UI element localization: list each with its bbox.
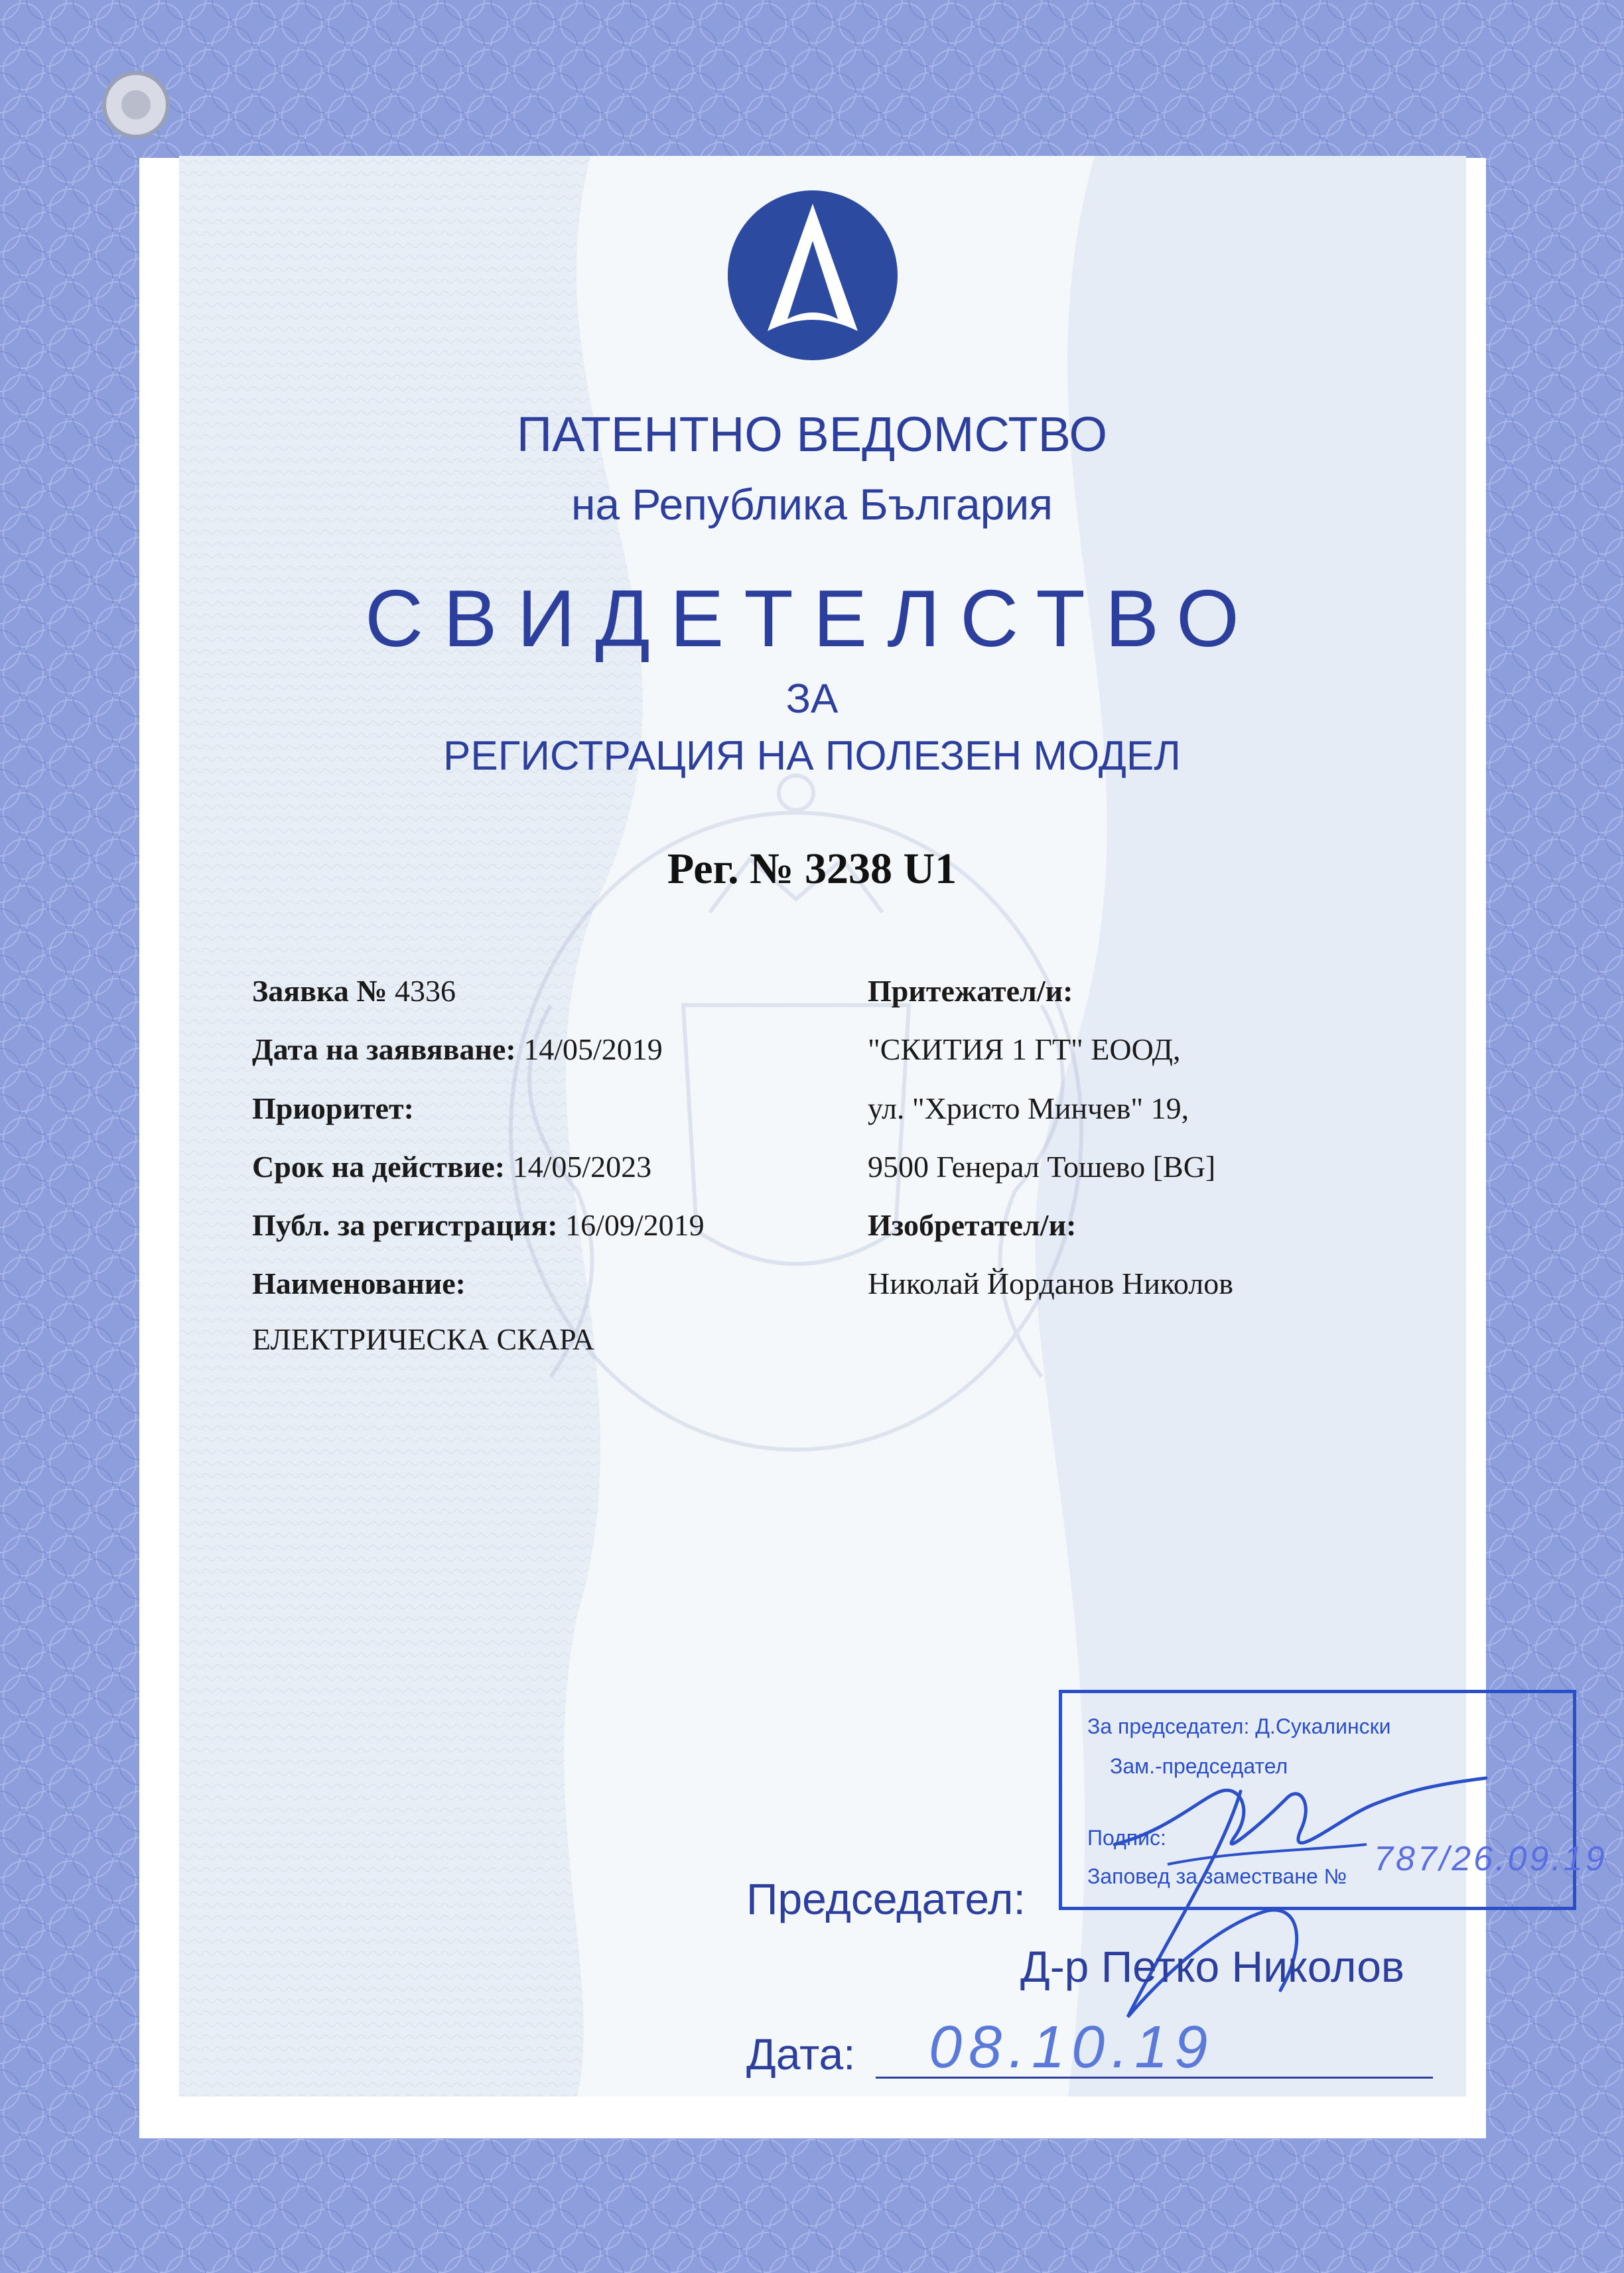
publication-value: 16/09/2019: [565, 1208, 705, 1242]
validity-value: 14/05/2023: [512, 1150, 652, 1184]
chairman-label: Председател:: [746, 1874, 1026, 1923]
name-label: Наименование:: [252, 1267, 466, 1300]
stamp-line-3: Подпис:: [1087, 1826, 1166, 1850]
stamp-line-4: Заповед за заместване №: [1087, 1864, 1347, 1888]
priority-label: Приоритет:: [252, 1091, 414, 1125]
stamp-line-2: Зам.-председател: [1110, 1754, 1288, 1778]
owner-line-3: 9500 Генерал Тошево [BG]: [868, 1150, 1216, 1184]
validity-field: [252, 1148, 651, 1186]
filing-date-label: Дата на заявяване:: [252, 1032, 516, 1066]
publication-field: [252, 1206, 705, 1245]
date-value: 08.10.19: [929, 2014, 1215, 2081]
handwritten-signature: [1088, 1752, 1513, 2043]
priority-field: [252, 1089, 414, 1128]
name-field: [252, 1265, 466, 1303]
stamp-order-number: 787/26.09.19: [1374, 1840, 1607, 1878]
date-label: Дата:: [746, 2030, 856, 2079]
patent-office-logo: [726, 189, 899, 362]
certificate-title: СВИДЕТЕЛСТВО: [365, 573, 1259, 663]
application-label: Заявка №: [252, 974, 387, 1008]
stamp-line-1: За председател: Д.Сукалински: [1087, 1714, 1391, 1738]
owner-label-text: Притежател/и:: [868, 974, 1073, 1008]
inventor-value: Николай Йорданов Николов: [868, 1267, 1233, 1300]
application-field: [252, 972, 456, 1010]
inventor-label: [868, 1206, 1076, 1245]
publication-label: Публ. за регистрация:: [252, 1208, 558, 1242]
certificate-za: ЗА: [785, 676, 839, 722]
owner-line-1: "СКИТИЯ 1 ГТ" ЕООД,: [868, 1032, 1181, 1066]
inventor-label-text: Изобретател/и:: [868, 1208, 1077, 1242]
name-value: ЕЛЕКТРИЧЕСКА СКАРА: [252, 1322, 594, 1356]
filing-date-value: 14/05/2019: [523, 1032, 663, 1066]
filing-date-field: [252, 1030, 663, 1069]
validity-label: Срок на действие:: [252, 1150, 506, 1184]
office-name: ПАТЕНТНО ВЕДОМСТВО: [516, 407, 1108, 462]
registration-number: Рег. № 3238 U1: [667, 845, 957, 893]
owner-label: [868, 972, 1073, 1010]
chairman-name: Д-р Петко Николов: [1020, 1942, 1404, 1991]
certificate-subtitle: РЕГИСТРАЦИЯ НА ПОЛЕЗЕН МОДЕЛ: [443, 733, 1181, 779]
office-country: на Република България: [571, 480, 1053, 529]
application-value: 4336: [395, 974, 456, 1008]
owner-line-2: ул. "Христо Минчев" 19,: [868, 1091, 1189, 1125]
